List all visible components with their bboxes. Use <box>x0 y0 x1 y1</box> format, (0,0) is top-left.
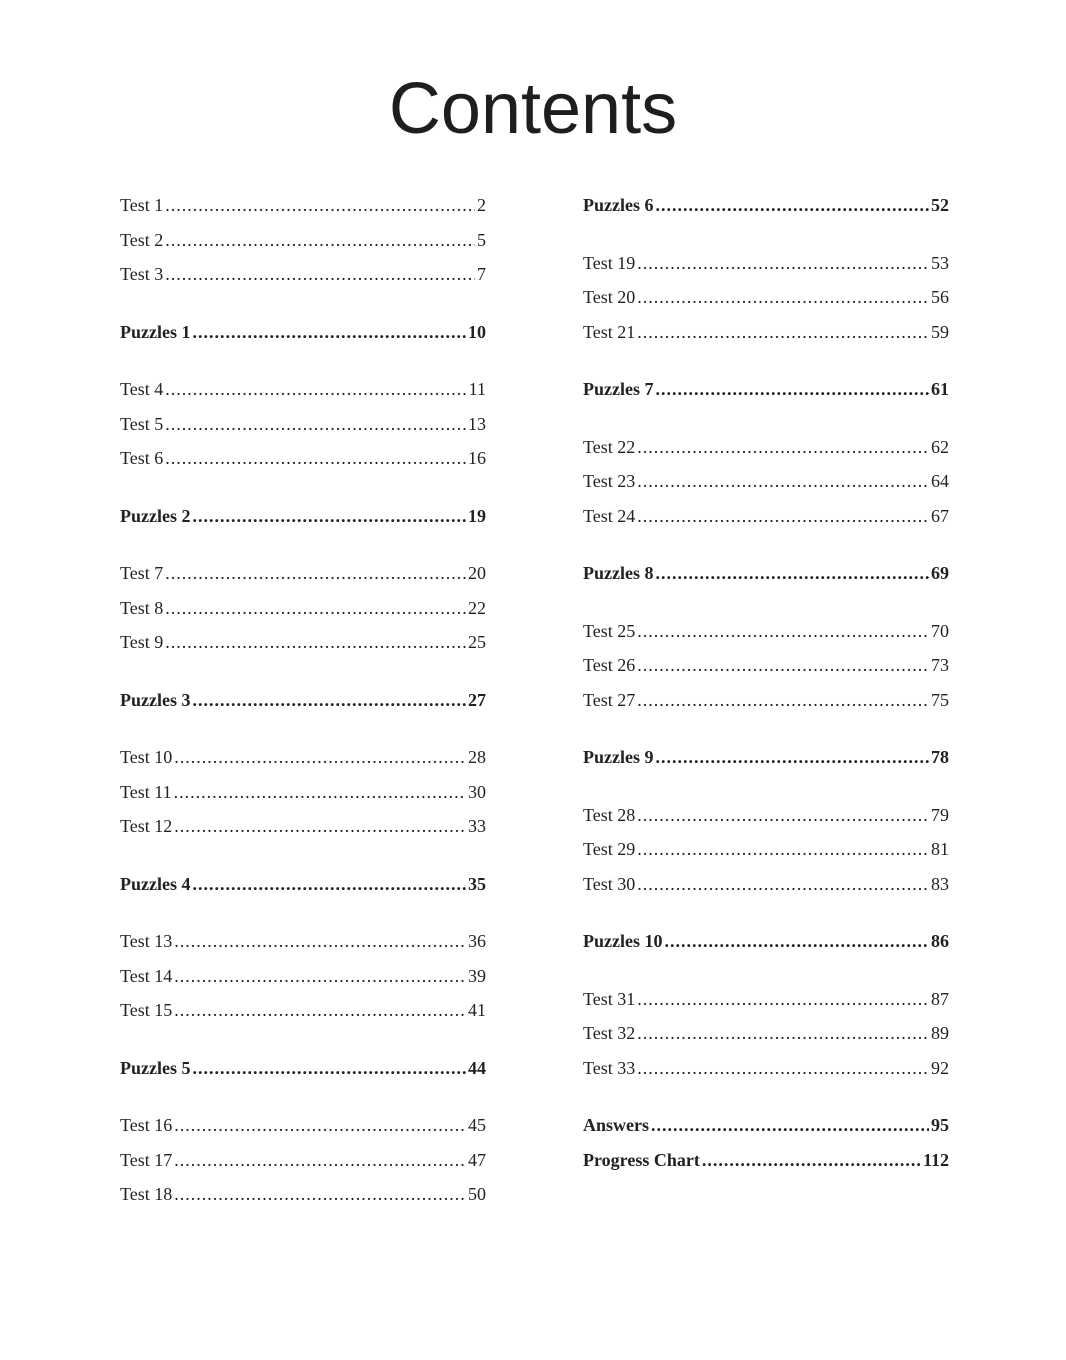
toc-entry-label: Answers <box>583 1115 649 1135</box>
dot-leader <box>165 188 475 223</box>
toc-entry-label: Puzzles 9 <box>583 747 654 767</box>
toc-section-entry <box>583 372 949 407</box>
dot-leader <box>655 740 929 775</box>
dot-leader <box>165 625 466 660</box>
toc-entry <box>583 648 949 683</box>
toc-entry <box>120 1143 486 1178</box>
dot-leader <box>637 798 929 833</box>
toc-entry-label: Puzzles 1 <box>120 321 191 342</box>
toc-entry-label: Test 27 <box>583 689 636 710</box>
toc-entry-label: Puzzles 10 <box>583 931 663 951</box>
toc-entry-page-number: 75 <box>931 689 949 710</box>
toc-entry-page-number: 52 <box>931 195 949 215</box>
toc-entry-page-number: 112 <box>922 1149 949 1170</box>
toc-entry <box>583 798 949 833</box>
toc-entry-page-number: 78 <box>931 747 949 767</box>
toc-entry-page-number: 5 <box>477 229 486 250</box>
toc-entry-label: Test 29 <box>583 839 636 859</box>
toc-entry-page-number: 36 <box>468 931 486 951</box>
toc-section-entry <box>583 1108 949 1143</box>
toc-entry <box>583 832 949 867</box>
toc-entry-label: Test 14 <box>120 965 173 986</box>
toc-entry <box>583 683 949 718</box>
toc-entry <box>583 1051 949 1086</box>
toc-entry-page-number: 86 <box>931 931 949 951</box>
dot-leader <box>165 591 466 626</box>
dot-leader <box>174 924 466 959</box>
dot-leader <box>637 648 929 683</box>
page-title: Contents <box>388 69 678 149</box>
toc-entry-label: Puzzles 3 <box>120 689 191 710</box>
toc-entry-label: Test 10 <box>120 747 173 767</box>
toc-entry-label: Test 6 <box>120 448 164 468</box>
toc-entry <box>583 867 949 902</box>
dot-leader <box>192 683 466 718</box>
toc-entry <box>120 372 486 407</box>
toc-entry <box>120 775 486 810</box>
dot-leader <box>637 315 929 350</box>
dot-leader <box>192 1051 466 1086</box>
dot-leader <box>165 223 475 258</box>
toc-entry <box>120 959 486 994</box>
toc-section-entry <box>583 740 949 775</box>
toc-entry-page-number: 44 <box>468 1057 486 1078</box>
dot-leader <box>165 257 475 292</box>
toc-entry-page-number: 16 <box>468 448 486 468</box>
toc-entry <box>583 982 949 1017</box>
toc-entry-label: Test 31 <box>583 988 636 1009</box>
toc-entry-label: Test 21 <box>583 321 636 342</box>
dot-leader <box>655 372 929 407</box>
dot-leader <box>637 464 929 499</box>
toc-entry-label: Test 25 <box>583 620 636 641</box>
toc-entry-page-number: 89 <box>931 1023 949 1043</box>
dot-leader <box>664 924 929 959</box>
toc-entry-label: Test 1 <box>120 195 164 215</box>
toc-entry-page-number: 83 <box>931 873 949 894</box>
toc-entry-page-number: 64 <box>931 471 949 491</box>
toc-entry-page-number: 41 <box>468 1000 486 1020</box>
toc-entry-page-number: 11 <box>468 379 486 399</box>
dot-leader <box>174 1177 466 1212</box>
toc-entry-page-number: 67 <box>931 505 949 526</box>
dot-leader <box>174 740 466 775</box>
dot-leader <box>192 499 466 534</box>
dot-leader <box>702 1143 921 1178</box>
toc-entry-label: Test 5 <box>120 413 164 434</box>
toc-entry-page-number: 7 <box>477 264 486 284</box>
toc-section-entry <box>583 188 949 223</box>
toc-entry-page-number: 81 <box>931 839 949 859</box>
toc-entry-label: Test 2 <box>120 229 164 250</box>
toc-entry-page-number: 70 <box>931 620 949 641</box>
toc-entry <box>120 809 486 844</box>
dot-leader <box>637 1016 929 1051</box>
toc-section-entry <box>120 683 486 718</box>
toc-entry-label: Test 3 <box>120 264 164 284</box>
toc-entry-page-number: 69 <box>931 563 949 583</box>
dot-leader <box>174 959 466 994</box>
dot-leader <box>174 809 466 844</box>
toc-entry-label: Test 22 <box>583 436 636 457</box>
toc-entry-page-number: 56 <box>931 287 949 307</box>
dot-leader <box>637 1051 929 1086</box>
dot-leader <box>637 614 929 649</box>
toc-entry-label: Test 4 <box>120 379 164 399</box>
toc-entry-label: Test 24 <box>583 505 636 526</box>
toc-entry-page-number: 19 <box>468 505 486 526</box>
toc-entry-page-number: 35 <box>468 873 486 894</box>
toc-entry-label: Puzzles 7 <box>583 379 654 399</box>
dot-leader <box>165 372 466 407</box>
toc-section-entry <box>120 315 486 350</box>
toc-entry-label: Puzzles 2 <box>120 505 191 526</box>
toc-entry-page-number: 30 <box>468 781 486 802</box>
toc-entry-page-number: 47 <box>468 1149 486 1170</box>
toc-entry <box>583 246 949 281</box>
toc-entry-page-number: 92 <box>931 1057 949 1078</box>
toc-entry-page-number: 62 <box>931 436 949 457</box>
toc-entry <box>120 1177 486 1212</box>
dot-leader <box>174 1108 466 1143</box>
dot-leader <box>637 280 929 315</box>
toc-section-entry <box>583 924 949 959</box>
dot-leader <box>174 1143 466 1178</box>
toc-entry <box>120 188 486 223</box>
dot-leader <box>165 441 466 476</box>
toc-entry-label: Puzzles 4 <box>120 873 191 894</box>
dot-leader <box>174 775 466 810</box>
dot-leader <box>165 556 466 591</box>
toc-entry <box>583 614 949 649</box>
toc-entry-page-number: 95 <box>931 1115 949 1135</box>
toc-entry-label: Test 18 <box>120 1184 173 1204</box>
toc-entry-page-number: 13 <box>468 413 486 434</box>
toc-entry <box>120 591 486 626</box>
toc-entry <box>120 407 486 442</box>
dot-leader <box>637 246 929 281</box>
dot-leader <box>637 430 929 465</box>
toc-entry-label: Test 20 <box>583 287 636 307</box>
dot-leader <box>637 499 929 534</box>
toc-entry-page-number: 73 <box>931 655 949 675</box>
toc-entry <box>120 441 486 476</box>
toc-entry <box>120 223 486 258</box>
toc-entry <box>583 315 949 350</box>
toc-entry-label: Progress Chart <box>583 1149 700 1170</box>
toc-entry-page-number: 25 <box>468 632 486 652</box>
toc-entry-page-number: 61 <box>931 379 949 399</box>
dot-leader <box>192 315 466 350</box>
toc-entry-label: Test 33 <box>583 1057 636 1078</box>
dot-leader <box>637 867 929 902</box>
dot-leader <box>655 556 929 591</box>
toc-entry-label: Test 28 <box>583 804 636 825</box>
toc-entry <box>583 499 949 534</box>
toc-entry <box>120 1108 486 1143</box>
toc-entry-page-number: 2 <box>477 195 486 215</box>
contents-right-column <box>583 188 949 1177</box>
toc-entry <box>583 464 949 499</box>
toc-entry-page-number: 39 <box>468 965 486 986</box>
toc-entry-label: Test 17 <box>120 1149 173 1170</box>
toc-section-entry <box>120 1051 486 1086</box>
toc-entry-page-number: 22 <box>468 597 486 618</box>
dot-leader <box>192 867 466 902</box>
toc-entry <box>120 740 486 775</box>
toc-entry-page-number: 45 <box>468 1115 486 1135</box>
dot-leader <box>637 832 929 867</box>
dot-leader <box>174 993 466 1028</box>
toc-entry-page-number: 27 <box>468 689 486 710</box>
toc-entry-label: Test 26 <box>583 655 636 675</box>
toc-entry-label: Test 30 <box>583 873 636 894</box>
toc-entry-label: Puzzles 5 <box>120 1057 191 1078</box>
toc-entry-page-number: 59 <box>931 321 949 342</box>
toc-entry-page-number: 53 <box>931 252 949 273</box>
toc-entry-page-number: 50 <box>468 1184 486 1204</box>
toc-entry-page-number: 20 <box>468 563 486 583</box>
toc-entry <box>120 257 486 292</box>
toc-section-entry <box>120 867 486 902</box>
toc-entry-page-number: 28 <box>468 747 486 767</box>
toc-entry <box>583 280 949 315</box>
dot-leader <box>637 683 929 718</box>
dot-leader <box>637 982 929 1017</box>
toc-entry-label: Test 16 <box>120 1115 173 1135</box>
toc-entry-label: Test 7 <box>120 563 164 583</box>
dot-leader <box>655 188 929 223</box>
toc-entry <box>120 625 486 660</box>
toc-entry <box>120 556 486 591</box>
toc-entry <box>583 430 949 465</box>
toc-section-entry <box>120 499 486 534</box>
toc-entry-label: Puzzles 8 <box>583 563 654 583</box>
toc-entry-label: Test 32 <box>583 1023 636 1043</box>
toc-entry-label: Test 19 <box>583 252 636 273</box>
toc-entry-label: Test 9 <box>120 632 164 652</box>
toc-entry-label: Test 12 <box>120 816 173 836</box>
toc-entry <box>120 924 486 959</box>
toc-entry-page-number: 33 <box>468 816 486 836</box>
dot-leader <box>165 407 466 442</box>
toc-entry-label: Test 13 <box>120 931 173 951</box>
toc-entry-page-number: 79 <box>931 804 949 825</box>
toc-entry-page-number: 10 <box>468 321 486 342</box>
toc-entry-label: Test 8 <box>120 597 164 618</box>
toc-entry-label: Test 23 <box>583 471 636 491</box>
toc-entry <box>120 993 486 1028</box>
toc-section-entry <box>583 556 949 591</box>
toc-entry-label: Test 11 <box>120 781 172 802</box>
toc-entry <box>583 1016 949 1051</box>
toc-section-entry <box>583 1143 949 1178</box>
toc-entry-label: Puzzles 6 <box>583 195 654 215</box>
dot-leader <box>651 1108 929 1143</box>
contents-left-column <box>120 188 486 1212</box>
toc-entry-page-number: 87 <box>931 988 949 1009</box>
toc-entry-label: Test 15 <box>120 1000 173 1020</box>
